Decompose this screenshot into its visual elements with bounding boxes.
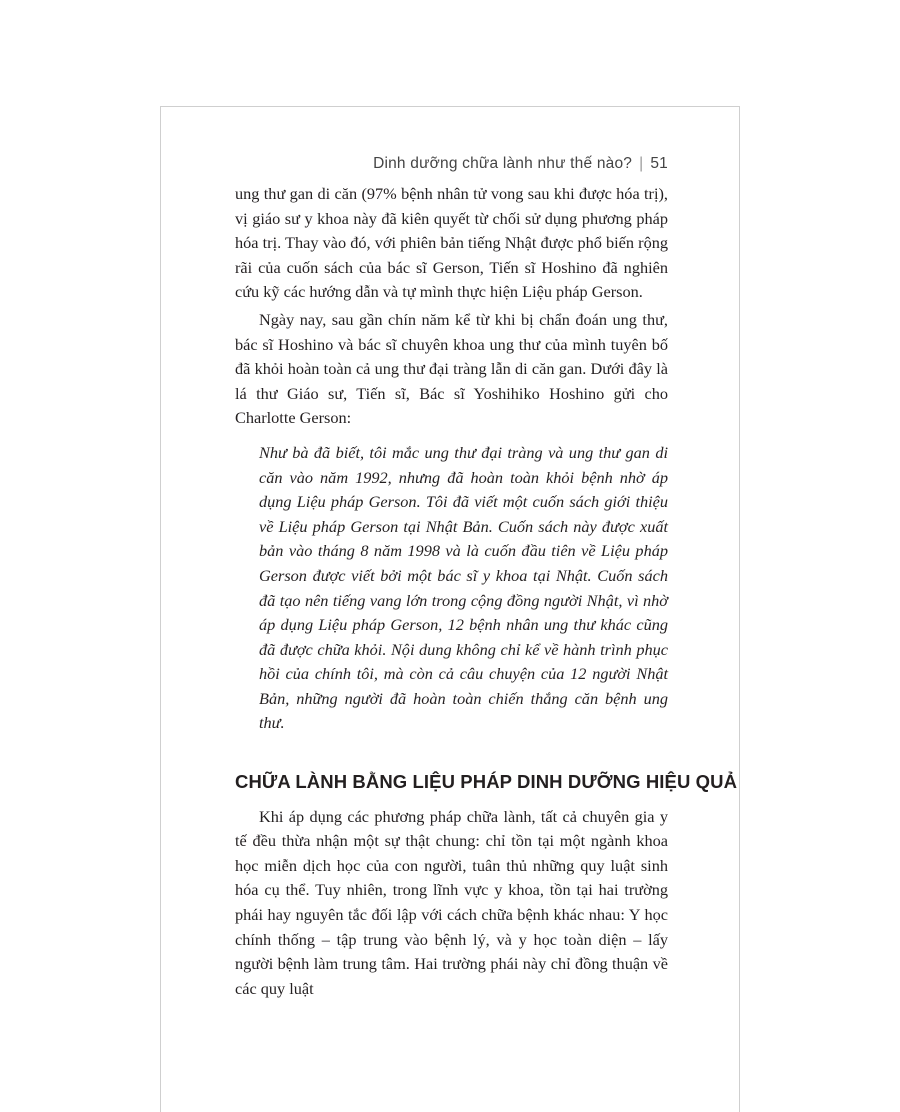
book-page [160,106,740,1112]
page-body [235,182,738,1001]
running-header [373,155,668,173]
paragraph-hoshino: Ngày nay, sau gần chín năm kể từ khi bị chẩn đoán ung thư, bác sĩ Hoshino và bác sĩ chuyên khoa ung thư của mình tuyên bố đã khỏi hoàn toàn cả ung thư đại tràng lẫn di căn gan. Dưới đây là lá thư Giáo sư, Tiến sĩ, Bác sĩ Yoshihiko Hoshino gửi cho Charlotte Gerson: [235,309,668,428]
running-title: Dinh dưỡng chữa lành như thế nào? [373,155,633,172]
header-separator: | [639,155,644,172]
section-heading: CHỮA LÀNH BẰNG LIỆU PHÁP DINH DƯỠNG HIỆU QUẢ [235,771,738,793]
paragraph-continued: ung thư gan di căn (97% bệnh nhân tử vong sau khi được hóa trị), vị giáo sư y khoa này đã kiên quyết từ chối sử dụng phương pháp hóa trị. Thay vào đó, với phiên bản tiếng Nhật được phổ biến rộng rãi của cuốn sách của bác sĩ Gerson, Tiến sĩ Hoshino đã nghiên cứu kỹ các hướng dẫn và tự mình thực hiện Liệu pháp Gerson. [235,184,668,302]
letter-quote: Như bà đã biết, tôi mắc ung thư đại tràng và ung thư gan di căn vào năm 1992, nhưng đã hoàn toàn khỏi bệnh nhờ áp dụng Liệu pháp Gerson. Tôi đã viết một cuốn sách giới thiệu về Liệu pháp Gerson tại Nhật Bản. Cuốn sách này được xuất bản vào tháng 8 năm 1998 và là cuốn đầu tiên về Liệu pháp Gerson được viết bởi một bác sĩ y khoa tại Nhật. Cuốn sách đã tạo nên tiếng vang lớn trong cộng đồng người Nhật, vì nhờ áp dụng Liệu pháp Gerson, 12 bệnh nhân ung thư khác cũng đã được chữa khỏi. Nội dung không chỉ kể về hành trình phục hồi của chính tôi, mà còn cả câu chuyện của 12 người Nhật Bản, những người đã hoàn toàn chiến thắng căn bệnh ung thư. [259,442,668,733]
paragraph-section-intro: Khi áp dụng các phương pháp chữa lành, tất cả chuyên gia y tế đều thừa nhận một sự thật chung: chỉ tồn tại một ngành khoa học miễn dịch học của con người, tuân thủ những quy luật sinh hóa cụ thể. Tuy nhiên, trong lĩnh vực y khoa, tồn tại hai trường phái hay nguyên tắc đối lập với cách chữa bệnh khác nhau: Y học chính thống – tập trung vào bệnh lý, và y học toàn diện – lấy người bệnh làm trung tâm. Hai trường phái này chỉ đồng thuận về các quy luật [235,806,668,998]
page-number: 51 [650,155,668,172]
